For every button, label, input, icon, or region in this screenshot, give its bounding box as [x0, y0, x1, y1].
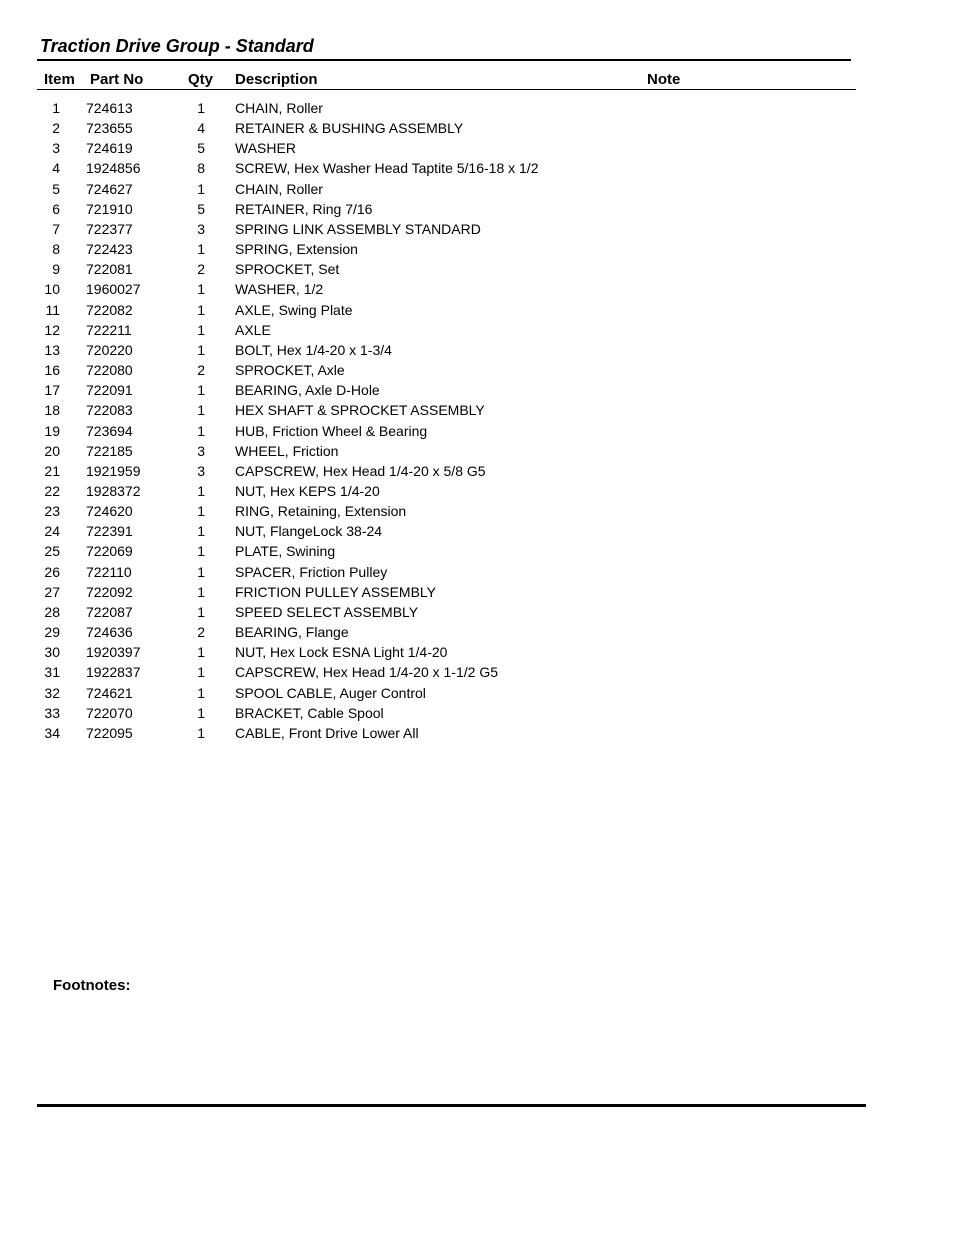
item-cell: 1: [52, 100, 60, 116]
part-no-cell: 722083: [86, 402, 133, 419]
description-cell: SCREW, Hex Washer Head Taptite 5/16-18 x 1/2: [235, 160, 539, 177]
table-header: [0, 71, 954, 89]
item-cell: 33: [44, 704, 60, 721]
item-cell: 30: [44, 644, 60, 661]
description-cell: SPEED SELECT ASSEMBLY: [235, 603, 419, 620]
part-no-cell: 722185: [86, 442, 133, 459]
part-no-cell: 720220: [86, 341, 133, 358]
qty-cell: 2: [197, 261, 205, 278]
qty-cell: 1: [197, 422, 205, 439]
item-cell: 11: [45, 301, 60, 318]
part-no-cell: 724620: [86, 503, 133, 520]
table-row: [0, 541, 954, 561]
table-row: [0, 723, 954, 743]
item-cell: 32: [44, 684, 60, 701]
description-cell: WHEEL, Friction: [235, 442, 339, 459]
item-cell: 26: [44, 563, 60, 580]
item-cell: 12: [44, 321, 60, 338]
part-no-cell: 723655: [86, 120, 133, 137]
item-cell: 13: [44, 341, 60, 358]
table-row: [0, 582, 954, 602]
table-row: [0, 380, 954, 400]
item-cell: 2: [52, 120, 60, 137]
table-row: [0, 501, 954, 521]
table-row: [0, 219, 954, 239]
qty-cell: 4: [197, 120, 205, 137]
description-cell: HEX SHAFT & SPROCKET ASSEMBLY: [235, 402, 485, 419]
part-no-cell: 1960027: [86, 281, 141, 298]
qty-cell: 8: [197, 160, 205, 177]
table-row: [0, 481, 954, 501]
qty-cell: 1: [197, 341, 205, 358]
description-cell: RETAINER, Ring 7/16: [235, 200, 373, 217]
part-no-cell: 724619: [86, 140, 133, 157]
part-no-cell: 722423: [86, 241, 133, 258]
part-no-cell: 724613: [86, 100, 133, 116]
part-no-cell: 722081: [86, 261, 133, 278]
qty-cell: 1: [197, 644, 205, 661]
qty-cell: 1: [197, 543, 205, 560]
qty-cell: 1: [197, 603, 205, 620]
part-no-cell: 722095: [86, 724, 133, 741]
description-cell: CHAIN, Roller: [235, 100, 323, 116]
description-cell: NUT, Hex Lock ESNA Light 1/4-20: [235, 644, 448, 661]
qty-cell: 2: [197, 624, 205, 641]
header-rule: [37, 89, 856, 90]
table-row: [0, 562, 954, 582]
description-cell: NUT, Hex KEPS 1/4-20: [235, 482, 380, 499]
table-row: [0, 521, 954, 541]
description-cell: BRACKET, Cable Spool: [235, 704, 384, 721]
table-row: [0, 179, 954, 199]
item-cell: 29: [44, 624, 60, 641]
item-cell: 21: [44, 462, 60, 479]
item-cell: 17: [44, 382, 60, 399]
item-cell: 25: [44, 543, 60, 560]
item-cell: 10: [44, 281, 60, 298]
page-title: Traction Drive Group - Standard: [40, 36, 314, 56]
description-cell: FRICTION PULLEY ASSEMBLY: [235, 583, 436, 600]
part-no-cell: 722082: [86, 301, 133, 318]
description-cell: NUT, FlangeLock 38-24: [235, 523, 383, 540]
description-cell: CAPSCREW, Hex Head 1/4-20 x 5/8 G5: [235, 462, 486, 479]
item-cell: 22: [44, 482, 60, 499]
part-no-cell: 722110: [86, 563, 132, 580]
part-no-cell: 722092: [86, 583, 133, 600]
description-cell: HUB, Friction Wheel & Bearing: [235, 422, 428, 439]
bottom-rule: [37, 1104, 866, 1107]
qty-cell: 1: [197, 301, 205, 318]
qty-cell: 1: [197, 241, 205, 258]
table-row: [0, 622, 954, 642]
qty-cell: 5: [197, 140, 205, 157]
item-cell: 4: [52, 160, 60, 177]
qty-cell: 1: [197, 482, 205, 499]
item-cell: 5: [52, 180, 60, 197]
part-no-cell: 724636: [86, 624, 133, 641]
table-row: [0, 400, 954, 420]
qty-cell: 1: [197, 563, 205, 580]
qty-cell: 1: [197, 523, 205, 540]
column-header-part-no: Part No: [90, 71, 144, 88]
item-cell: 7: [52, 220, 60, 237]
description-cell: BEARING, Flange: [235, 624, 349, 641]
item-cell: 28: [44, 603, 60, 620]
table-row: [0, 461, 954, 481]
column-header-note: Note: [647, 71, 681, 88]
part-no-cell: 724627: [86, 180, 133, 197]
description-cell: SPRING LINK ASSEMBLY STANDARD: [235, 220, 481, 237]
qty-cell: 1: [197, 180, 205, 197]
part-no-cell: 1924856: [86, 160, 141, 177]
table-row: [0, 642, 954, 662]
description-cell: AXLE: [235, 321, 271, 338]
table-row: [0, 360, 954, 380]
part-no-cell: 1920397: [86, 644, 141, 661]
description-cell: AXLE, Swing Plate: [235, 301, 353, 318]
table-row: [0, 259, 954, 279]
description-cell: PLATE, Swining: [235, 543, 336, 560]
part-no-cell: 722211: [86, 321, 132, 338]
part-no-cell: 1921959: [86, 462, 141, 479]
qty-cell: 2: [197, 362, 205, 379]
description-cell: SPACER, Friction Pulley: [235, 563, 388, 580]
description-cell: CHAIN, Roller: [235, 180, 323, 197]
part-no-cell: 724621: [86, 684, 133, 701]
table-row: [0, 662, 954, 682]
qty-cell: 3: [197, 220, 205, 237]
description-cell: RING, Retaining, Extension: [235, 503, 407, 520]
part-no-cell: 722069: [86, 543, 133, 560]
qty-cell: 1: [197, 583, 205, 600]
column-header-description: Description: [235, 71, 318, 88]
part-no-cell: 722091: [86, 382, 133, 399]
qty-cell: 1: [197, 100, 205, 116]
table-row: [0, 703, 954, 723]
item-cell: 31: [44, 664, 60, 681]
item-cell: 18: [44, 402, 60, 419]
part-no-cell: 1922837: [86, 664, 141, 681]
qty-cell: 3: [197, 442, 205, 459]
description-cell: WASHER, 1/2: [235, 281, 324, 298]
item-cell: 9: [52, 261, 60, 278]
item-cell: 16: [44, 362, 60, 379]
part-no-cell: 722391: [86, 523, 133, 540]
qty-cell: 1: [197, 684, 205, 701]
part-no-cell: 722080: [86, 362, 133, 379]
table-row: [0, 602, 954, 622]
qty-cell: 1: [197, 321, 205, 338]
description-cell: CABLE, Front Drive Lower All: [235, 724, 419, 741]
qty-cell: 5: [197, 200, 205, 217]
qty-cell: 1: [197, 704, 205, 721]
table-row: [0, 118, 954, 138]
qty-cell: 1: [197, 664, 205, 681]
qty-cell: 1: [197, 402, 205, 419]
footnotes-label: Footnotes:: [53, 977, 131, 994]
table-row: [0, 441, 954, 461]
table-row: [0, 239, 954, 259]
description-cell: BEARING, Axle D-Hole: [235, 382, 380, 399]
table-row: [0, 199, 954, 219]
description-cell: SPOOL CABLE, Auger Control: [235, 684, 426, 701]
description-cell: SPRING, Extension: [235, 241, 358, 258]
item-cell: 34: [44, 724, 60, 741]
table-row: [0, 279, 954, 299]
item-cell: 23: [44, 503, 60, 520]
item-cell: 27: [44, 583, 60, 600]
item-cell: 6: [52, 200, 60, 217]
part-no-cell: 721910: [86, 200, 133, 217]
column-header-qty: Qty: [188, 71, 214, 88]
table-row: [0, 421, 954, 441]
description-cell: SPROCKET, Axle: [235, 362, 345, 379]
parts-table-body: [0, 98, 954, 743]
part-no-cell: 723694: [86, 422, 133, 439]
part-no-cell: 722070: [86, 704, 133, 721]
description-cell: BOLT, Hex 1/4-20 x 1-3/4: [235, 341, 392, 358]
column-header-item: Item: [44, 71, 75, 88]
item-cell: 8: [52, 241, 60, 258]
table-row: [0, 683, 954, 703]
item-cell: 19: [44, 422, 60, 439]
qty-cell: 1: [197, 281, 205, 298]
qty-cell: 1: [197, 382, 205, 399]
table-row: [0, 158, 954, 178]
item-cell: 20: [44, 442, 60, 459]
table-row: [0, 340, 954, 360]
description-cell: CAPSCREW, Hex Head 1/4-20 x 1-1/2 G5: [235, 664, 498, 681]
table-row: [0, 138, 954, 158]
part-no-cell: 722087: [86, 603, 133, 620]
item-cell: 3: [52, 140, 60, 157]
title-rule: [37, 59, 851, 61]
table-row: [0, 300, 954, 320]
part-no-cell: 1928372: [86, 482, 141, 499]
part-no-cell: 722377: [86, 220, 133, 237]
qty-cell: 1: [197, 503, 205, 520]
table-row: [0, 320, 954, 340]
item-cell: 24: [44, 523, 60, 540]
description-cell: WASHER: [235, 140, 296, 157]
qty-cell: 1: [197, 724, 205, 741]
description-cell: RETAINER & BUSHING ASSEMBLY: [235, 120, 464, 137]
qty-cell: 3: [197, 462, 205, 479]
description-cell: SPROCKET, Set: [235, 261, 340, 278]
table-row: [0, 98, 954, 118]
